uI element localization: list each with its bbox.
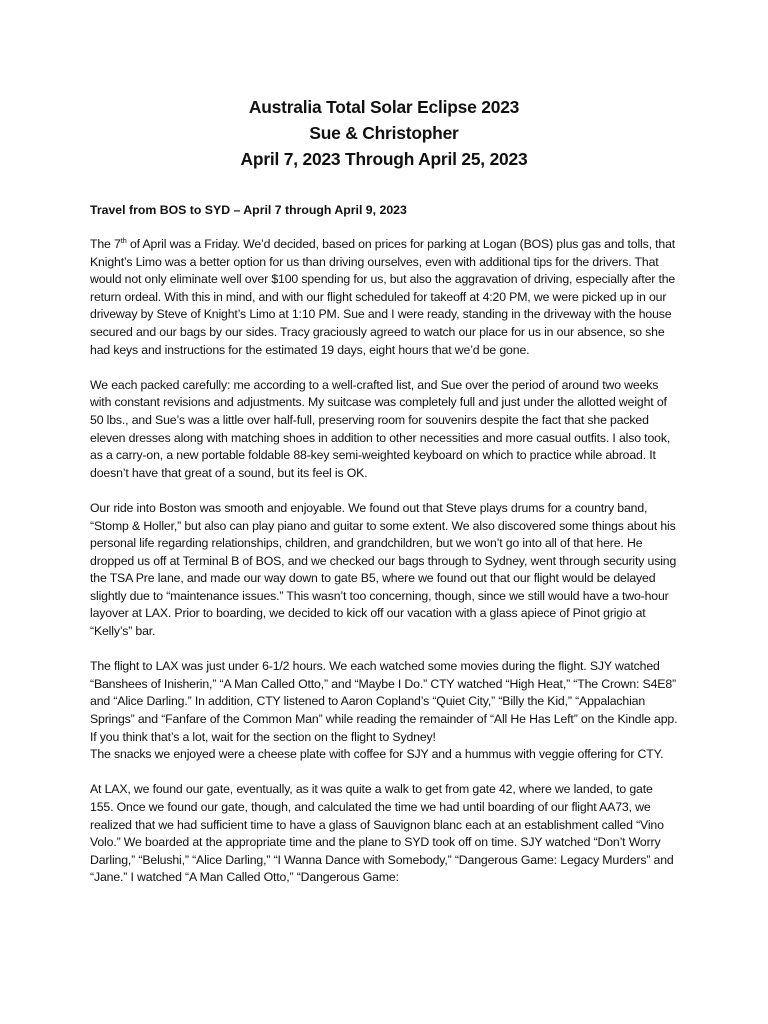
section-heading: Travel from BOS to SYD – April 7 through April 9, 2023	[90, 203, 407, 217]
paragraph-1-start: The 7	[90, 237, 121, 251]
paragraph-4	[90, 658, 678, 764]
paragraph-1-rest: of April was a Friday. We’d decided, based on prices for parking at Logan (BOS) plus gas and tolls, that Knight’s Limo was a better option for us than driving ourselves, even with additional tips for the drivers. That would not only eliminate well over $100 spending for us, but also the aggravation of driving, especially after the return ordeal. With this in mind, and with our flight scheduled for takeoff at 4:20 PM, we were picked up in our driveway by Steve of Knight’s Limo at 1:10 PM. Sue and I were ready, standing in the driveway with the house secured and our bags by our sides. Tracy graciously agreed to watch our place for us in our absence, so she had keys and instructions for the estimated 19 days, eight hours that we’d be gone.	[90, 237, 676, 357]
paragraph-4-snacks: The snacks we enjoyed were a cheese plate with coffee for SJY and a hummus with veggie offering for CTY.	[90, 747, 664, 762]
title-line-1: Australia Total Solar Eclipse 2023	[248, 97, 520, 117]
paragraph-1	[90, 236, 678, 359]
paragraph-4-main: The flight to LAX was just under 6-1/2 hours. We each watched some movies during the flight. SJY watched “Banshees of Inisherin,” “A Man Called Otto,” and “Maybe I Do.” CTY watched “High Heat,” “The Crown: S4E8” and “Alice Darling.” In addition, CTY listened to Aaron Copland’s “Quiet City,” “Billy the Kid,” “Appalachian Springs” and “Fanfare of the Common Man” while reading the remainder of “All He Has Left” on the Kindle app. If you think that’s a lot, wait for the section on the flight to Sydney!	[90, 659, 678, 744]
paragraph-2: We each packed carefully: me according to a well-crafted list, and Sue over the period of around two weeks with constant revisions and adjustments. My suitcase was completely full and just under the allotted weight of 50 lbs., and Sue’s was a little over half-full, preserving room for souvenirs despite the fact that she packed eleven dresses along with matching shoes in addition to other necessities and more casual outfits. I also took, as a carry-on, a new portable foldable 88-key semi-weighted keyboard on which to practice while abroad. It doesn’t have that great of a sound, but its feel is OK.	[90, 377, 671, 480]
paragraph-3: Our ride into Boston was smooth and enjoyable. We found out that Steve plays drums for a country band, “Stomp & Holler,” but also can play piano and guitar to some extent. We also discovered some things about his personal life regarding relationships, children, and grandchildren, but we won’t go into all of that here. He dropped us off at Terminal B of BOS, and we checked our bags through to Sydney, went through security using the TSA Pre lane, and made our way down to gate B5, where we found out that our flight would be delayed slightly due to “maintenance issues.” This wasn’t too concerning, though, since we still would have a two-hour layover at LAX. Prior to boarding, we decided to kick off our vacation with a glass apiece of Pinot grigio at “Kelly’s” bar.	[90, 500, 677, 639]
title-line-2: Sue & Christopher	[309, 123, 459, 143]
document-title	[90, 94, 678, 172]
paragraph-5: At LAX, we found our gate, eventually, as it was quite a walk to get from gate 42, where we landed, to gate 155. Once we found our gate, though, and calculated the time we had until boarding of our flight AA73, we realized that we had sufficient time to have a glass of Sauvignon blanc each at an establishment called “Vino Volo.” We boarded at the appropriate time and the plane to SYD took off on time. SJY watched “Don’t Worry Darling,” “Belushi,” “Alice Darling,” “I Wanna Dance with Somebody,” “Dangerous Game: Legacy Murders” and “Jane.” I watched “A Man Called Otto,” “Dangerous Game:	[90, 782, 674, 885]
ordinal-suffix: th	[120, 236, 127, 245]
title-line-3: April 7, 2023 Through April 25, 2023	[240, 149, 528, 169]
